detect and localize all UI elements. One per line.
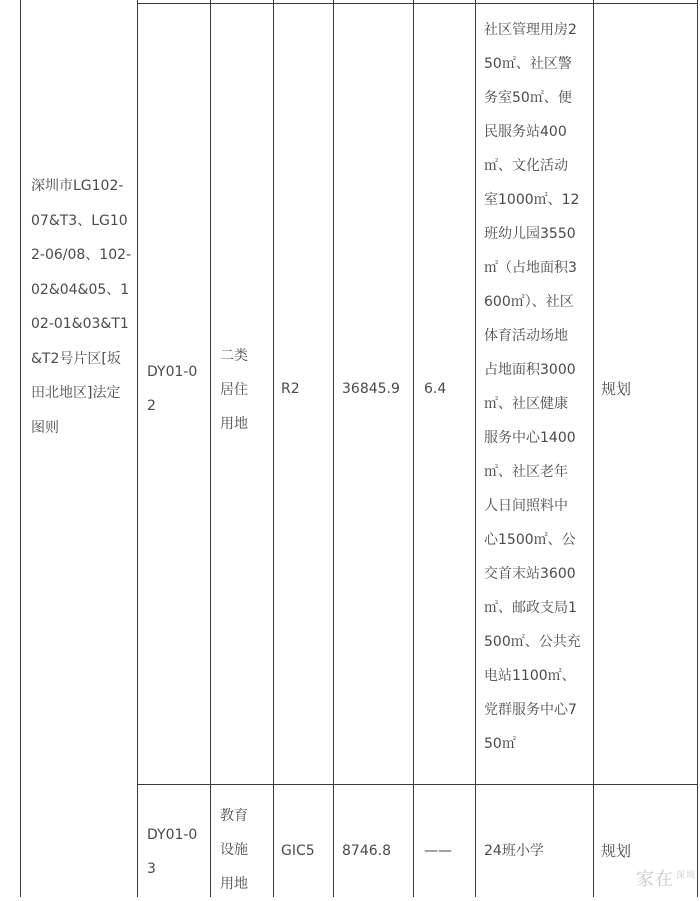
column-divider (210, 0, 211, 897)
status-badge: 规划 (601, 842, 632, 860)
column-divider (593, 0, 594, 897)
column-divider (475, 0, 476, 897)
table-border-right (697, 0, 698, 897)
row-divider (137, 3, 698, 4)
table-row: 教育 设施 用地 (220, 808, 248, 892)
table-row: DY01-0 2 (147, 364, 198, 414)
table-row: 24班小学 (484, 843, 544, 859)
table-row: R2 (281, 381, 300, 397)
table-row: DY01-0 3 (147, 827, 198, 877)
column-divider (333, 0, 334, 897)
table-border-left (20, 0, 21, 897)
row-divider (137, 784, 698, 785)
table-row: 6.4 (424, 381, 447, 397)
watermark-subtext: 深圳 (675, 871, 696, 881)
table-row: 8746.8 (342, 843, 391, 859)
table-row: 二类 居住 用地 (220, 348, 248, 432)
table-row: 36845.9 (342, 381, 400, 397)
watermark-text: 家在 (635, 869, 674, 890)
column-divider (273, 0, 274, 897)
table-row: 社区管理用房2 50㎡、社区警 务室50㎡、便 民服务站400 ㎡、文化活动 室1000㎡、12 班幼儿园3550 ㎡（占地面积3 600㎡）、社区 体育活动场地 占地面积3000 ㎡、社区健康 服务中心1400 ㎡、社区老年 人日间照料中 心1500㎡、公 交首末站3600 ㎡、邮政支局1 500㎡、公共充 电站1100㎡、 党群服务中心7 50㎡ (484, 22, 581, 752)
site-watermark-logo (636, 865, 696, 891)
plan-name-cell: 深圳市LG102- 07&T3、LG10 2-06/08、102- 02&04&05、1 02-01&03&T1 &T2号片区[坂 田北地区]法定 图则 (31, 178, 132, 436)
table-row: GIC5 (281, 843, 315, 859)
status-badge: 规划 (601, 380, 632, 398)
column-divider (137, 0, 138, 897)
column-divider (413, 0, 414, 897)
table-row: —— (424, 843, 452, 859)
